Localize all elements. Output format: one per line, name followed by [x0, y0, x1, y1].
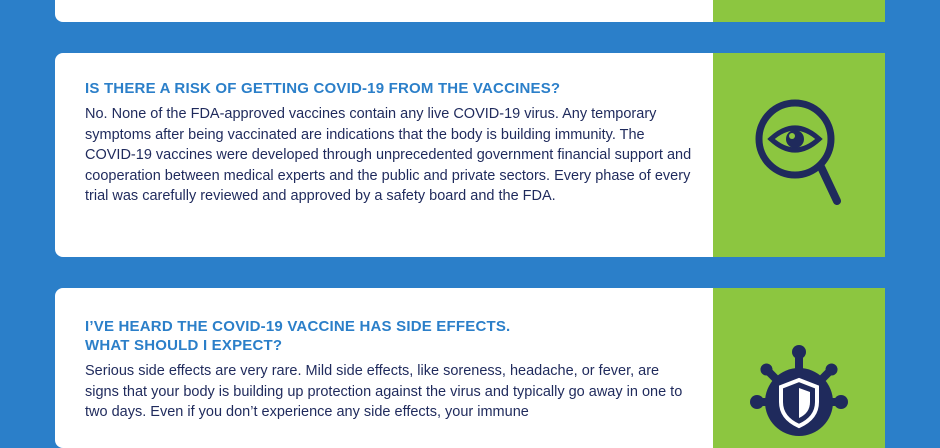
virus-shield-icon	[749, 344, 849, 444]
faq-content	[85, 317, 695, 423]
magnifier-eye-icon	[751, 95, 847, 215]
card-accent-panel	[713, 0, 885, 22]
faq-card-side-effects	[55, 288, 885, 448]
faq-question-line: IS THERE A RISK OF GETTING COVID-19 FROM THE VACCINES?	[85, 80, 561, 97]
faq-question-line: I’VE HEARD THE COVID-19 VACCINE HAS SIDE EFFECTS.	[85, 318, 511, 335]
faq-question	[85, 79, 695, 98]
previous-card	[55, 0, 885, 22]
faq-content	[85, 79, 695, 207]
icon-container	[713, 53, 885, 257]
faq-answer: No. None of the FDA-approved vaccines contain any live COVID-19 virus. Any temporary symptoms after being vaccinated are indications that the body is building immunity. The COVID-19 vaccines were developed through unprecedented government financial support and cooperation between medical experts and the public and private sectors. Every phase of every trial was carefully reviewed and approved by a safety board and the FDA.	[85, 106, 692, 204]
faq-question	[85, 317, 695, 355]
faq-answer: Serious side effects are very rare. Mild side effects, like soreness, headache, or fever, are signs that your body is building up protection against the virus and typically go away in one to two days. Even if you don’t experience any side effects, your immune	[85, 363, 683, 420]
faq-card-vaccine-risk	[55, 53, 885, 257]
faq-question-line: WHAT SHOULD I EXPECT?	[85, 337, 283, 354]
icon-container	[713, 288, 885, 448]
